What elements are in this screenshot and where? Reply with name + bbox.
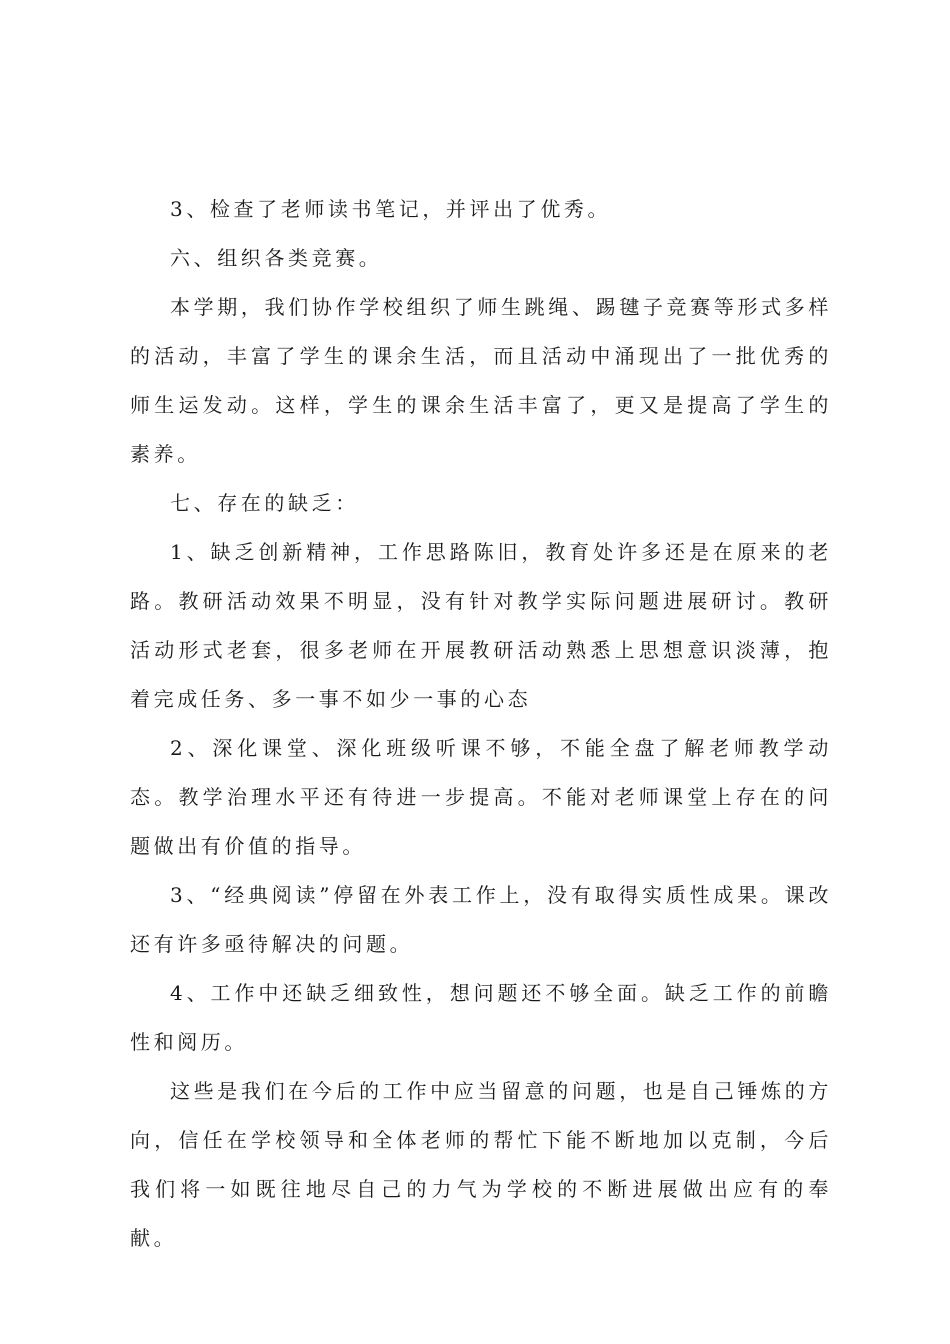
paragraph-competitions: 本学期，我们协作学校组织了师生跳绳、踢毽子竞赛等形式多样的活动，丰富了学生的课余生活，而且活动中涌现出了一批优秀的师生运发动。这样，学生的课余生活丰富了，更又是提高了学生的素养。 xyxy=(130,295,832,466)
paragraph-check-notes: 3、检查了老师读书笔记，并评出了优秀。 xyxy=(170,197,612,221)
heading-shortcomings: 七、存在的缺乏： xyxy=(170,491,359,515)
paragraph-shortcoming-2: 2、深化课堂、深化班级听课不够，不能全盘了解老师教学动态。教学治理水平还有待进一步提高。不能对老师课堂上存在的问题做出有价值的指导。 xyxy=(130,736,832,858)
heading-competitions: 六、组织各类竞赛。 xyxy=(170,246,383,270)
paragraph-shortcoming-1: 1、缺乏创新精神，工作思路陈旧，教育处许多还是在原来的老路。教研活动效果不明显，没有针对教学实际问题进展研讨。教研活动形式老套，很多老师在开展教研活动熟悉上思想意识淡薄，抱着完成任务、多一事不如少一事的心态 xyxy=(130,540,832,711)
document-body xyxy=(130,185,832,1263)
paragraph-shortcoming-4: 4、工作中还缺乏细致性，想问题还不够全面。缺乏工作的前瞻性和阅历。 xyxy=(130,981,832,1054)
paragraph-conclusion: 这些是我们在今后的工作中应当留意的问题，也是自己锤炼的方向，信任在学校领导和全体老师的帮忙下能不断地加以克制，今后我们将一如既往地尽自己的力气为学校的不断进展做出应有的奉献。 xyxy=(130,1079,832,1250)
paragraph-shortcoming-3: 3、“经典阅读”停留在外表工作上，没有取得实质性成果。课改还有许多亟待解决的问题。 xyxy=(130,883,832,956)
